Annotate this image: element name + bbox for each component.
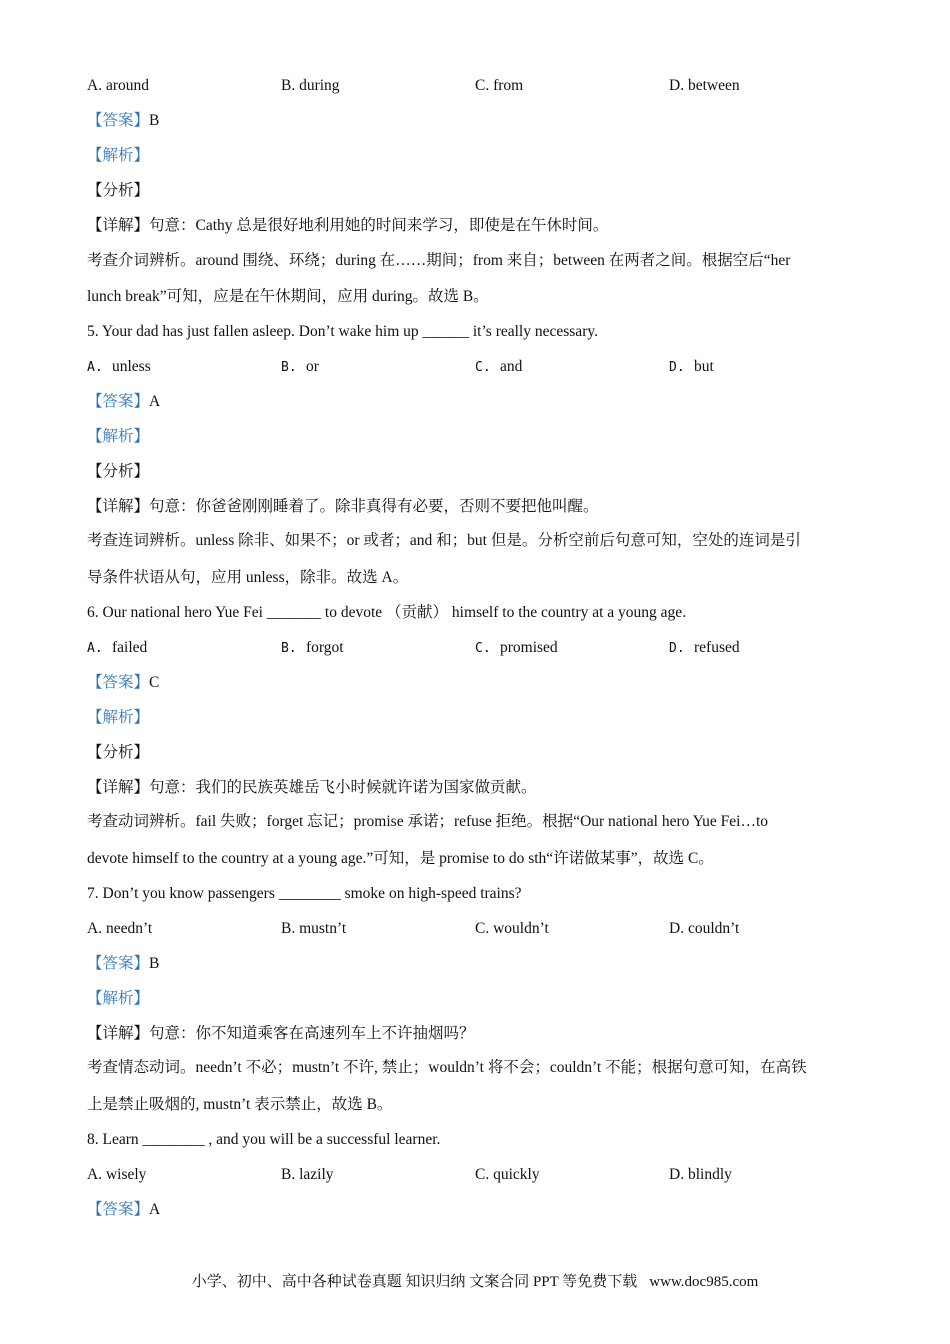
q6-explain-1: 考查动词辨析。fail 失败；forget 忘记；promise 承诺；refuse 拒绝。根据“Our national hero Yue Fei…to: [87, 813, 769, 830]
q8-option-c: C. quickly: [475, 1166, 540, 1183]
q8-question: 8. Learn ________ , and you will be a successful learner.: [87, 1131, 441, 1148]
q7-explain-1: 考查情态动词。needn’t 不必；mustn’t 不许, 禁止；wouldn’t 将不会；couldn’t 不能；根据句意可知，在高铁: [87, 1059, 807, 1076]
q6-option-b: B. forgot: [281, 639, 344, 656]
q4-option-d: D. between: [669, 77, 740, 94]
q5-explain-1: 考查连词辨析。unless 除非、如果不；or 或者；and 和；but 但是。分析空前后句意可知，空处的连词是引: [87, 532, 801, 549]
q4-detail: 【详解】句意：Cathy 总是很好地利用她的时间来学习，即使是在午休时间。: [87, 217, 609, 234]
q4-option-a: A. around: [87, 77, 149, 94]
q4-option-c: C. from: [475, 77, 524, 94]
q5-detail: 【详解】句意：你爸爸刚刚睡着了。除非真得有必要，否则不要把他叫醒。: [87, 498, 599, 515]
q7-option-d: D. couldn’t: [669, 920, 740, 937]
page-footer: [0, 1270, 950, 1291]
q5-analysis-label: 【解析】: [87, 428, 150, 445]
answer-label: 【答案】: [87, 112, 150, 129]
q7-option-c: C. wouldn’t: [475, 920, 549, 937]
q5-option-a: A. unless: [87, 358, 151, 375]
q4-answer: 【答案】B: [87, 112, 160, 129]
q5-option-c: C. and: [475, 358, 523, 375]
q4-option-b: B. during: [281, 77, 340, 94]
q8-answer: 【答案】A: [87, 1201, 161, 1218]
q8-option-d: D. blindly: [669, 1166, 732, 1183]
q6-option-c: C. promised: [475, 639, 558, 656]
q8-option-b: B. lazily: [281, 1166, 334, 1183]
q5-explain-2: 导条件状语从句，应用 unless，除非。故选 A。: [87, 569, 409, 586]
q7-option-b: B. mustn’t: [281, 920, 347, 937]
q6-question: 6. Our national hero Yue Fei _______ to devote （贡献） himself to the country at a young age.: [87, 604, 687, 621]
q5-fenxi-label: 【分析】: [87, 463, 150, 480]
footer-text: 小学、初中、高中各种试卷真题 知识归纳 文案合同 PPT 等免费下载: [191, 1274, 638, 1290]
q5-answer: 【答案】A: [87, 393, 161, 410]
q7-answer: 【答案】B: [87, 955, 160, 972]
q5-option-b: B. or: [281, 358, 319, 375]
q7-detail: 【详解】句意：你不知道乘客在高速列车上不许抽烟吗？: [87, 1025, 475, 1042]
q4-explain-1: 考查介词辨析。around 围绕、环绕；during 在……期间；from 来自；between 在两者之间。根据空后“her: [87, 252, 791, 269]
q5-option-d: D. but: [669, 358, 714, 375]
q4-explain-2: lunch break”可知，应是在午休期间，应用 during。故选 B。: [87, 288, 489, 305]
q6-fenxi-label: 【分析】: [87, 744, 150, 761]
q7-option-a: A. needn’t: [87, 920, 153, 937]
q7-question: 7. Don’t you know passengers ________ smoke on high-speed trains?: [87, 885, 522, 902]
q5-question: 5. Your dad has just fallen asleep. Don’t wake him up ______ it’s really necessary.: [87, 323, 598, 340]
q6-explain-2: devote himself to the country at a young age.”可知，是 promise to do sth“许诺做某事”，故选 C。: [87, 850, 714, 867]
q6-option-a: A. failed: [87, 639, 148, 656]
q6-answer: 【答案】C: [87, 674, 160, 691]
q4-analysis-label: 【解析】: [87, 147, 150, 164]
q6-analysis-label: 【解析】: [87, 709, 150, 726]
q6-option-d: D. refused: [669, 639, 740, 656]
q6-detail: 【详解】句意：我们的民族英雄岳飞小时候就许诺为国家做贡献。: [87, 779, 537, 796]
q4-fenxi-label: 【分析】: [87, 182, 150, 199]
q8-option-a: A. wisely: [87, 1166, 147, 1183]
q7-explain-2: 上是禁止吸烟的, mustn’t 表示禁止，故选 B。: [87, 1096, 393, 1113]
footer-url[interactable]: www.doc985.com: [649, 1274, 759, 1290]
q7-analysis-label: 【解析】: [87, 990, 150, 1007]
